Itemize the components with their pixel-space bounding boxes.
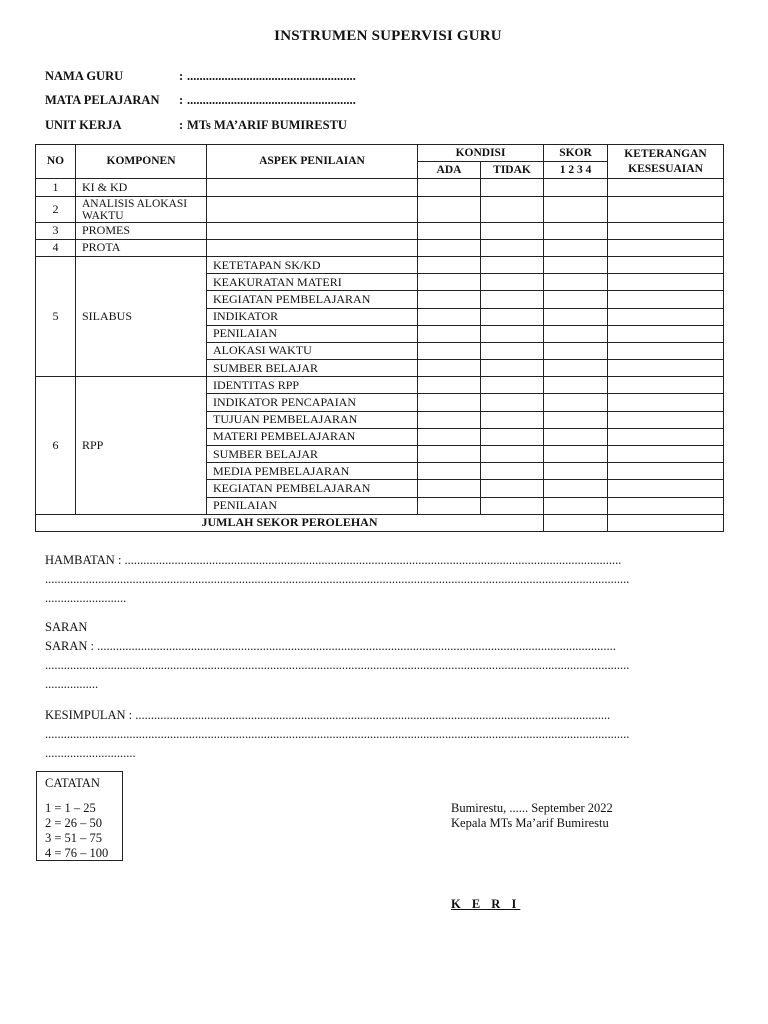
cell-tidak[interactable] xyxy=(481,428,544,445)
cell-tidak[interactable] xyxy=(481,377,544,394)
header-aspek-penilaian: ASPEK PENILAIAN xyxy=(207,145,418,179)
cell-skor[interactable] xyxy=(544,497,608,514)
header-no: NO xyxy=(36,145,76,179)
hambatan-line: .......................... xyxy=(45,591,127,605)
catatan-item: 3 = 51 – 75 xyxy=(45,831,103,845)
saran-line: ................. xyxy=(45,677,99,691)
cell-ada[interactable] xyxy=(418,360,481,377)
cell-no: 5 xyxy=(36,256,76,376)
cell-tidak[interactable] xyxy=(481,497,544,514)
cell-ada[interactable] xyxy=(418,394,481,411)
table-row xyxy=(36,239,724,256)
cell-skor[interactable] xyxy=(544,325,608,342)
cell-aspek: INDIKATOR PENCAPAIAN xyxy=(207,394,418,411)
total-label: JUMLAH SEKOR PEROLEHAN xyxy=(36,514,544,531)
cell-skor[interactable] xyxy=(544,411,608,428)
cell-aspek: ALOKASI WAKTU xyxy=(207,342,418,359)
header-keterangan-line1: KETERANGAN xyxy=(624,147,707,160)
cell-ada[interactable] xyxy=(418,179,481,196)
cell-aspek: MEDIA PEMBELAJARAN xyxy=(207,463,418,480)
cell-ada[interactable] xyxy=(418,480,481,497)
kesimpulan-section[interactable] xyxy=(45,706,730,763)
cell-komponen: RPP xyxy=(76,377,207,515)
header-ada: ADA xyxy=(418,162,481,179)
signature-name: K E R I xyxy=(451,897,521,911)
cell-tidak[interactable] xyxy=(481,411,544,428)
cell-keterangan[interactable] xyxy=(608,394,724,411)
cell-no: 2 xyxy=(36,196,76,222)
table-row xyxy=(36,196,724,222)
header-keterangan-line2: KESESUAIAN xyxy=(628,162,703,175)
cell-keterangan[interactable] xyxy=(608,274,724,291)
kesimpulan-line: ........................................................................................................................................................................................... xyxy=(45,727,630,741)
field-mata-pelajaran[interactable] xyxy=(45,93,356,108)
cell-ada[interactable] xyxy=(418,325,481,342)
cell-total-skor[interactable] xyxy=(544,514,608,531)
cell-keterangan[interactable] xyxy=(608,239,724,256)
cell-skor[interactable] xyxy=(544,446,608,463)
cell-aspek: MATERI PEMBELAJARAN xyxy=(207,428,418,445)
field-separator: : xyxy=(179,93,184,107)
field-unit-kerja xyxy=(45,118,347,133)
cell-tidak[interactable] xyxy=(481,291,544,308)
header-tidak: TIDAK xyxy=(481,162,544,179)
cell-keterangan[interactable] xyxy=(608,325,724,342)
header-komponen: KOMPONEN xyxy=(76,145,207,179)
cell-keterangan[interactable] xyxy=(608,196,724,222)
hambatan-line: HAMBATAN : ............................................................................................................................................................... xyxy=(45,553,622,567)
cell-keterangan[interactable] xyxy=(608,497,724,514)
saran-section[interactable] xyxy=(45,618,730,694)
cell-skor[interactable] xyxy=(544,360,608,377)
cell-tidak[interactable] xyxy=(481,360,544,377)
cell-tidak[interactable] xyxy=(481,239,544,256)
signature-place-date: Bumirestu, ...... September 2022 xyxy=(451,801,613,815)
cell-tidak[interactable] xyxy=(481,480,544,497)
cell-aspek: TUJUAN PEMBELAJARAN xyxy=(207,411,418,428)
cell-aspek: IDENTITAS RPP xyxy=(207,377,418,394)
cell-keterangan[interactable] xyxy=(608,360,724,377)
catatan-item: 1 = 1 – 25 xyxy=(45,801,96,815)
table-row xyxy=(36,222,724,239)
cell-tidak[interactable] xyxy=(481,342,544,359)
cell-ada[interactable] xyxy=(418,256,481,273)
cell-keterangan[interactable] xyxy=(608,291,724,308)
field-label: UNIT KERJA xyxy=(45,118,122,132)
cell-ada[interactable] xyxy=(418,274,481,291)
cell-komponen: SILABUS xyxy=(76,256,207,376)
header-kondisi: KONDISI xyxy=(418,145,544,162)
cell-ada[interactable] xyxy=(418,428,481,445)
cell-skor[interactable] xyxy=(544,196,608,222)
cell-keterangan[interactable] xyxy=(608,480,724,497)
field-separator: : xyxy=(179,69,184,83)
cell-tidak[interactable] xyxy=(481,256,544,273)
saran-line: SARAN : ...................................................................................................................................................................... xyxy=(45,639,616,653)
cell-tidak[interactable] xyxy=(481,394,544,411)
cell-keterangan[interactable] xyxy=(608,342,724,359)
cell-aspek: KETETAPAN SK/KD xyxy=(207,256,418,273)
table-row xyxy=(36,179,724,196)
cell-skor[interactable] xyxy=(544,394,608,411)
cell-no: 4 xyxy=(36,239,76,256)
cell-aspek: SUMBER BELAJAR xyxy=(207,446,418,463)
cell-tidak[interactable] xyxy=(481,308,544,325)
cell-komponen: KI & KD xyxy=(76,179,207,196)
cell-no: 6 xyxy=(36,377,76,515)
cell-aspek[interactable] xyxy=(207,196,418,222)
field-value: MTs MA’ARIF BUMIRESTU xyxy=(187,118,347,132)
cell-aspek[interactable] xyxy=(207,239,418,256)
cell-skor[interactable] xyxy=(544,377,608,394)
cell-skor[interactable] xyxy=(544,428,608,445)
cell-no: 3 xyxy=(36,222,76,239)
cell-keterangan[interactable] xyxy=(608,463,724,480)
cell-ada[interactable] xyxy=(418,291,481,308)
table-row xyxy=(36,377,724,394)
cell-ada[interactable] xyxy=(418,497,481,514)
cell-ada[interactable] xyxy=(418,196,481,222)
document-title: INSTRUMEN SUPERVISI GURU xyxy=(274,28,502,44)
cell-ada[interactable] xyxy=(418,239,481,256)
cell-keterangan[interactable] xyxy=(608,428,724,445)
field-label: NAMA GURU xyxy=(45,69,124,83)
cell-aspek: INDIKATOR xyxy=(207,308,418,325)
cell-keterangan[interactable] xyxy=(608,411,724,428)
field-value: ...................................................... xyxy=(187,69,356,83)
cell-aspek: PENILAIAN xyxy=(207,325,418,342)
cell-aspek: KEGIATAN PEMBELAJARAN xyxy=(207,291,418,308)
cell-aspek[interactable] xyxy=(207,179,418,196)
cell-keterangan[interactable] xyxy=(608,446,724,463)
cell-tidak[interactable] xyxy=(481,196,544,222)
field-separator: : xyxy=(179,118,184,132)
header-keterangan xyxy=(608,145,724,179)
kesimpulan-line: ............................. xyxy=(45,746,136,760)
field-nama-guru[interactable] xyxy=(45,69,356,84)
header-skor: SKOR xyxy=(544,145,608,162)
cell-komponen: ANALISIS ALOKASI WAKTU xyxy=(76,196,207,222)
cell-ada[interactable] xyxy=(418,222,481,239)
header-skor-scale: 1 2 3 4 xyxy=(544,162,608,179)
cell-skor[interactable] xyxy=(544,222,608,239)
signature-block xyxy=(451,801,613,831)
catatan-box xyxy=(36,771,123,861)
cell-tidak[interactable] xyxy=(481,222,544,239)
cell-tidak[interactable] xyxy=(481,325,544,342)
supervision-table xyxy=(35,144,724,532)
catatan-item: 4 = 76 – 100 xyxy=(45,846,109,860)
cell-ada[interactable] xyxy=(418,411,481,428)
table-row xyxy=(36,256,724,273)
hambatan-section[interactable] xyxy=(45,551,730,608)
cell-skor[interactable] xyxy=(544,274,608,291)
cell-komponen: PROTA xyxy=(76,239,207,256)
cell-komponen: PROMES xyxy=(76,222,207,239)
cell-tidak[interactable] xyxy=(481,274,544,291)
cell-keterangan[interactable] xyxy=(608,222,724,239)
cell-ada[interactable] xyxy=(418,463,481,480)
cell-aspek[interactable] xyxy=(207,222,418,239)
cell-tidak[interactable] xyxy=(481,446,544,463)
cell-keterangan[interactable] xyxy=(608,256,724,273)
cell-aspek: KEAKURATAN MATERI xyxy=(207,274,418,291)
cell-tidak[interactable] xyxy=(481,179,544,196)
hambatan-line: ........................................................................................................................................................................................... xyxy=(45,572,630,586)
cell-skor[interactable] xyxy=(544,291,608,308)
cell-skor[interactable] xyxy=(544,463,608,480)
cell-skor[interactable] xyxy=(544,239,608,256)
cell-skor[interactable] xyxy=(544,342,608,359)
signature-position: Kepala MTs Ma’arif Bumirestu xyxy=(451,816,609,830)
kesimpulan-line: KESIMPULAN : ........................................................................................................................................................ xyxy=(45,708,611,722)
field-label: MATA PELAJARAN xyxy=(45,93,160,107)
cell-skor[interactable] xyxy=(544,308,608,325)
cell-skor[interactable] xyxy=(544,179,608,196)
cell-tidak[interactable] xyxy=(481,463,544,480)
total-row xyxy=(36,514,724,531)
cell-ada[interactable] xyxy=(418,446,481,463)
cell-ada[interactable] xyxy=(418,377,481,394)
saran-heading: SARAN xyxy=(45,620,88,634)
cell-ada[interactable] xyxy=(418,342,481,359)
cell-keterangan[interactable] xyxy=(608,179,724,196)
cell-total-keterangan[interactable] xyxy=(608,514,724,531)
cell-aspek: PENILAIAN xyxy=(207,497,418,514)
cell-skor[interactable] xyxy=(544,480,608,497)
cell-aspek: KEGIATAN PEMBELAJARAN xyxy=(207,480,418,497)
cell-keterangan[interactable] xyxy=(608,377,724,394)
cell-ada[interactable] xyxy=(418,308,481,325)
cell-no: 1 xyxy=(36,179,76,196)
field-value: ...................................................... xyxy=(187,93,356,107)
catatan-item: 2 = 26 – 50 xyxy=(45,816,103,830)
cell-keterangan[interactable] xyxy=(608,308,724,325)
cell-skor[interactable] xyxy=(544,256,608,273)
saran-line: ........................................................................................................................................................................................... xyxy=(45,658,630,672)
cell-aspek: SUMBER BELAJAR xyxy=(207,360,418,377)
catatan-title: CATATAN xyxy=(45,776,100,790)
